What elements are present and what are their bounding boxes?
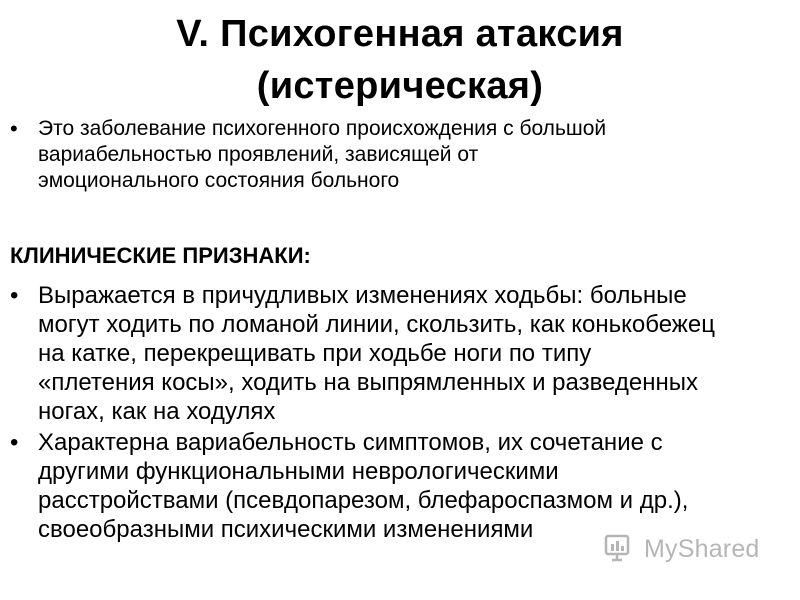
slide-title-line-2: (истерическая) bbox=[256, 65, 544, 107]
bullet-line: ногах, как на ходулях bbox=[38, 398, 276, 425]
bullet-marker: • bbox=[10, 116, 18, 141]
bullet-definition-text bbox=[38, 116, 795, 194]
bullet-line: Выражается в причудливых изменениях ходьбы: больные bbox=[38, 282, 687, 309]
myshared-logo-icon bbox=[604, 532, 638, 567]
bullet-line: на катке, перекрещивать при ходьбе ноги по типу bbox=[38, 340, 592, 367]
bullet-marker: • bbox=[10, 429, 19, 456]
bullet-definition bbox=[10, 116, 795, 194]
bullet-line: другими функциональными неврологическими bbox=[38, 458, 559, 485]
bullet-gait-changes-text bbox=[38, 281, 795, 426]
bullet-line: эмоционального состояния больного bbox=[38, 169, 400, 192]
bullet-marker: • bbox=[10, 282, 19, 309]
bullet-line: Характерна вариабельность симптомов, их сочетание с bbox=[38, 429, 663, 456]
bullet-line: Это заболевание психогенного происхождения с большой bbox=[38, 117, 607, 140]
bullet-line: своеобразными психическими изменениями bbox=[38, 516, 534, 543]
bullet-symptom-variability-text bbox=[38, 428, 795, 544]
watermark-text: MyShared bbox=[644, 535, 760, 563]
bullet-symptom-variability bbox=[10, 428, 795, 544]
slide-title-line-1: V. Психогенная атаксия bbox=[176, 13, 624, 55]
bullet-line: расстройствами (псевдопарезом, блефароспазмом и др.), bbox=[38, 487, 689, 514]
myshared-watermark bbox=[604, 532, 760, 567]
section-heading: КЛИНИЧЕСКИЕ ПРИЗНАКИ: bbox=[10, 243, 311, 268]
bullet-line: могут ходить по ломаной линии, скользить, как конькобежец bbox=[38, 311, 715, 338]
bullet-gait-changes bbox=[10, 281, 795, 426]
bullet-line: «плетения косы», ходить на выпрямленных и разведенных bbox=[38, 369, 698, 396]
bullet-line: вариабельностью проявлений, зависящей от bbox=[38, 143, 479, 166]
slide-title bbox=[0, 8, 800, 112]
